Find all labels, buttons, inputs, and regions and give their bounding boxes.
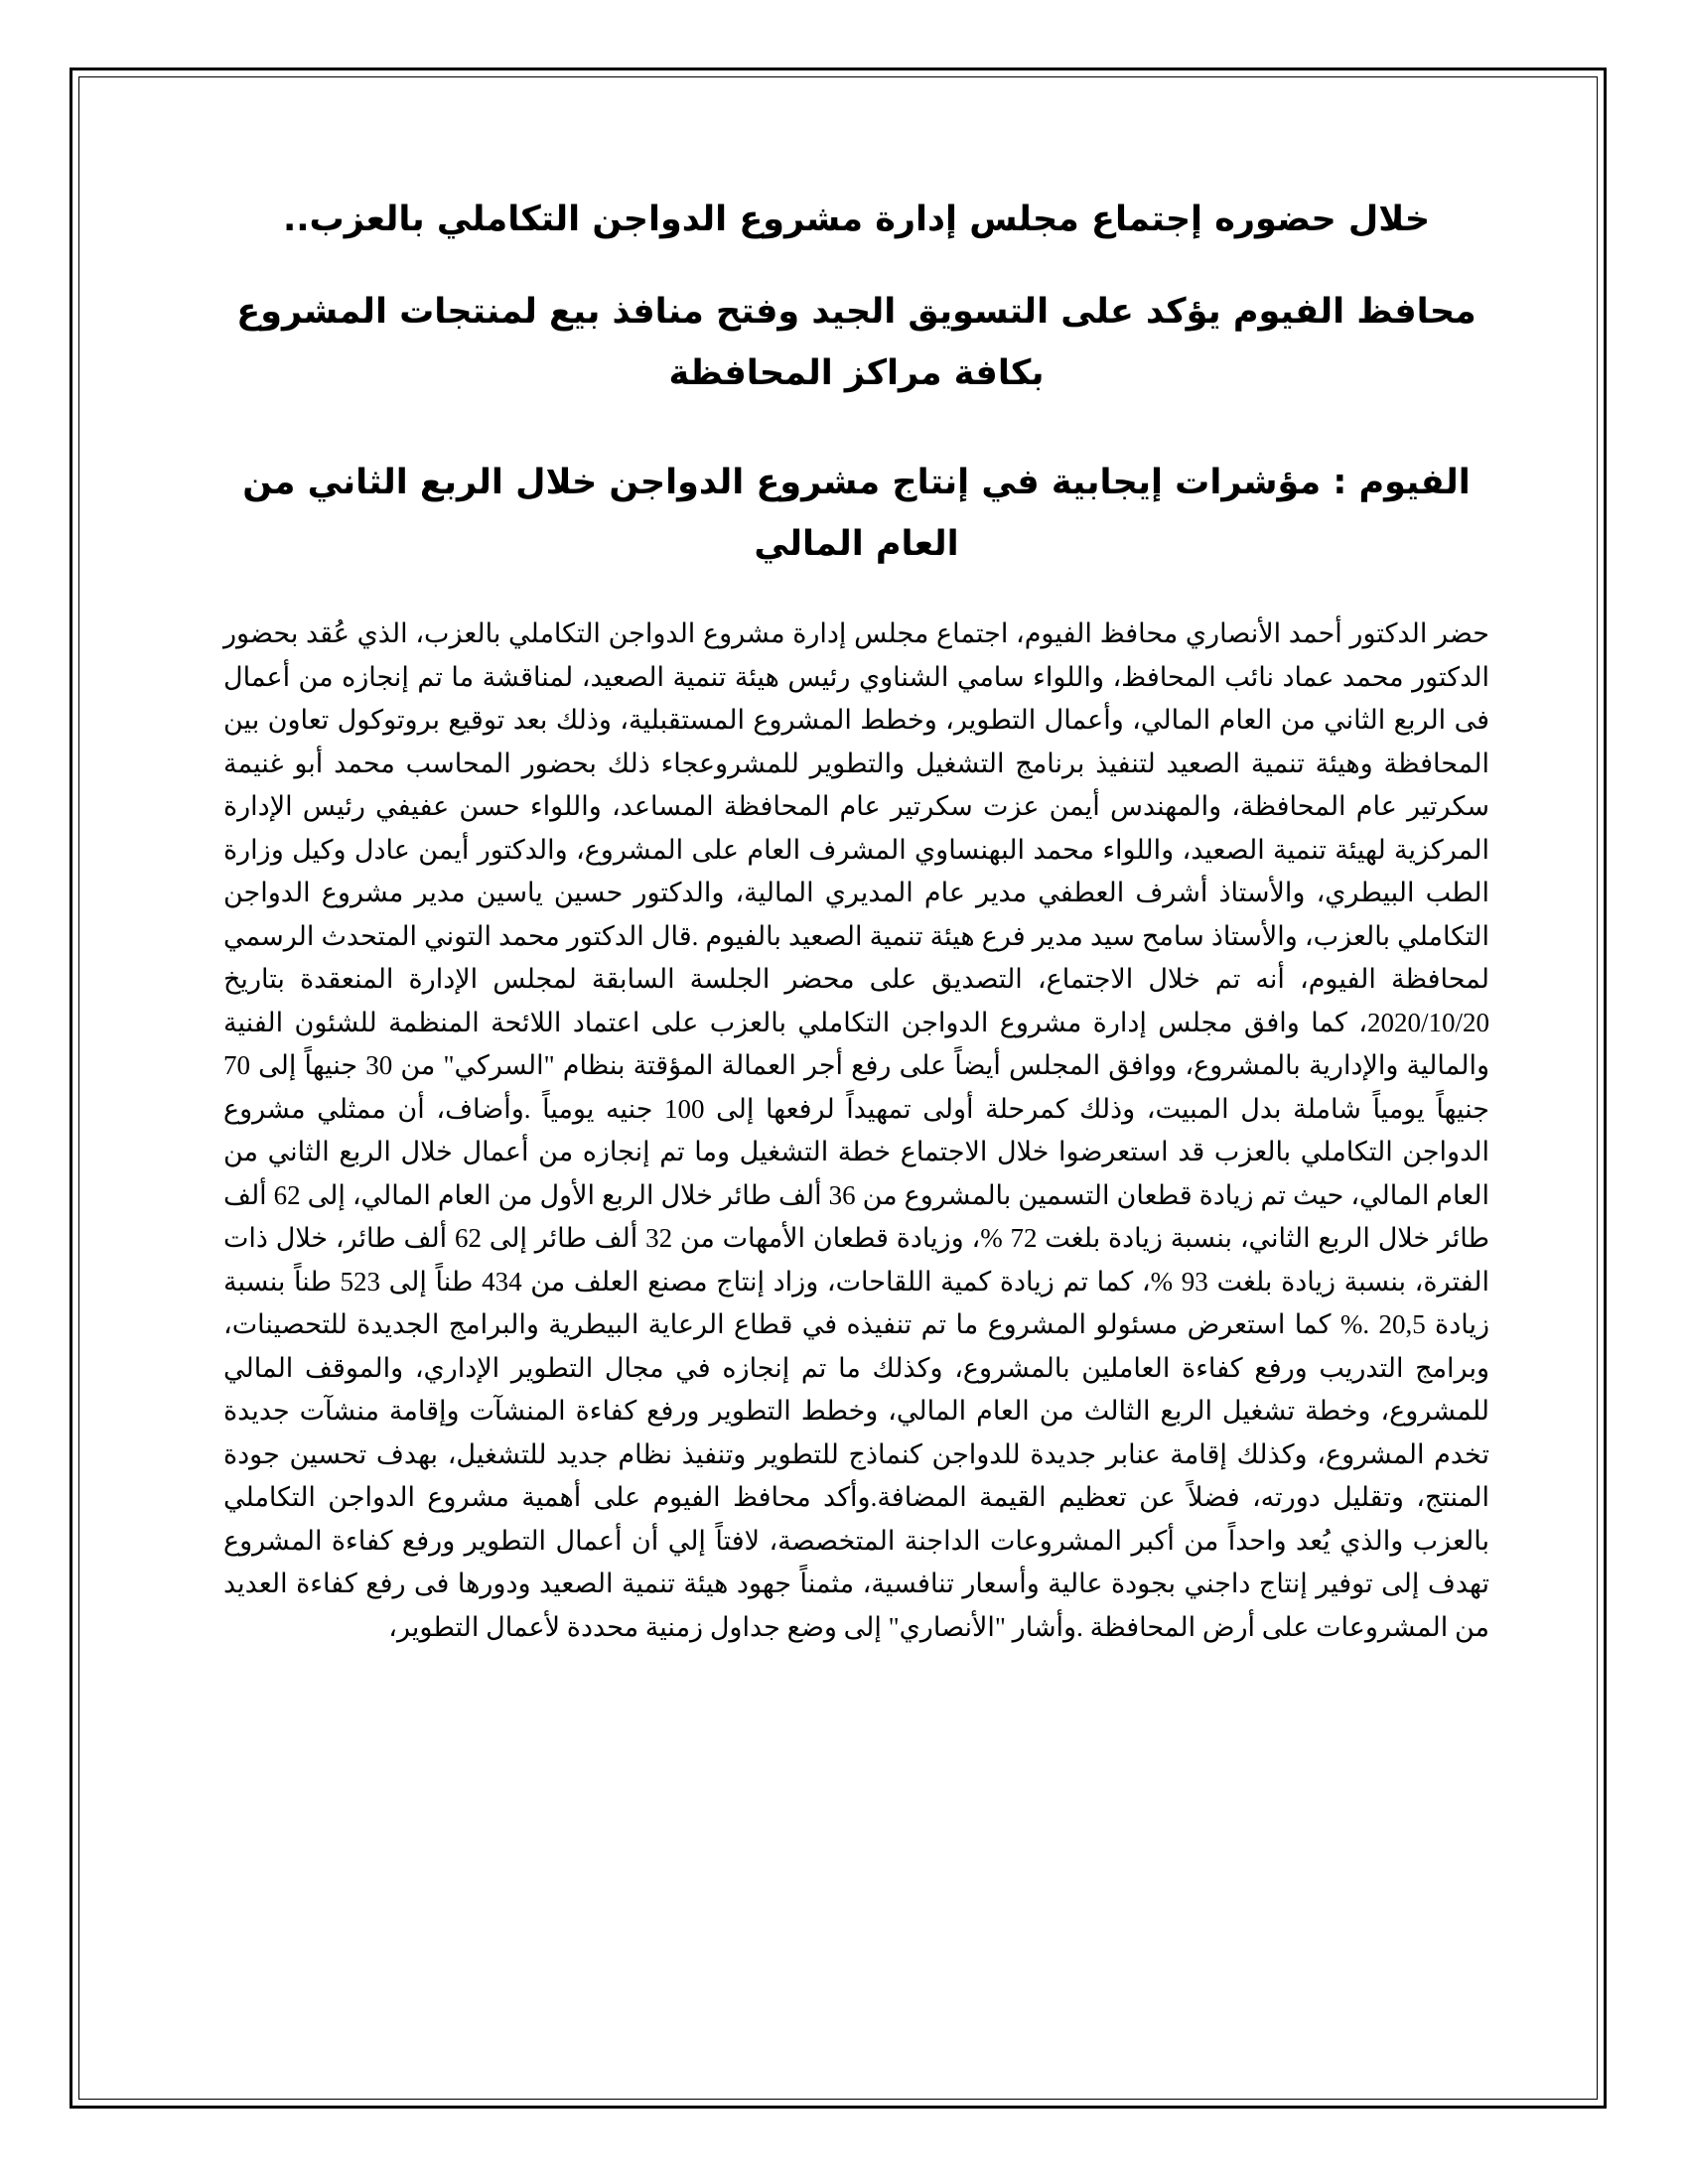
document-content	[223, 194, 1489, 1649]
headline-secondary: الفيوم : مؤشرات إيجابية في إنتاج مشروع الدواجن خلال الربع الثاني من العام المالي	[242, 463, 1471, 564]
headline-intro: خلال حضوره إجتماع مجلس إدارة مشروع الدواجن التكاملي بالعزب..	[282, 200, 1431, 239]
article-body: حضر الدكتور أحمد الأنصاري محافظ الفيوم، اجتماع مجلس إدارة مشروع الدواجن التكاملي بالعزب، الذي عُقد بحضور الدكتور محمد عماد نائب المحافظ، واللواء سامي الشناوي رئيس هيئة تنمية الصعيد، لمناقشة ما تم إنجازه من أعمال فى الربع الثاني من العام المالي، وأعمال التطوير، وخطط المشروع المستقبلية، وذلك بعد توقيع بروتوكول تعاون بين المحافظة وهيئة تنمية الصعيد لتنفيذ برنامج التشغيل والتطوير للمشروعجاء ذلك بحضور المحاسب محمد أبو غنيمة سكرتير عام المحافظة، والمهندس أيمن عزت سكرتير عام المحافظة المساعد، واللواء حسن عفيفي رئيس الإدارة المركزية لهيئة تنمية الصعيد، واللواء محمد البهنساوي المشرف العام على المشروع، والدكتور أيمن عادل وكيل وزارة الطب البيطري، والأستاذ أشرف العطفي مدير عام المديري المالية، والدكتور حسين ياسين مدير مشروع الدواجن التكاملي بالعزب، والأستاذ سامح سيد مدير فرع هيئة تنمية الصعيد بالفيوم .قال الدكتور محمد التوني المتحدث الرسمي لمحافظة الفيوم، أنه تم خلال الاجتماع، التصديق على محضر الجلسة السابقة لمجلس الإدارة المنعقدة بتاريخ 2020/10/20، كما وافق مجلس إدارة مشروع الدواجن التكاملي بالعزب على اعتماد اللائحة المنظمة للشئون الفنية والمالية والإدارية بالمشروع، ووافق المجلس أيضاً على رفع أجر العمالة المؤقتة بنظام "السركي" من 30 جنيهاً إلى 70 جنيهاً يومياً شاملة بدل المبيت، وذلك كمرحلة أولى تمهيداً لرفعها إلى 100 جنيه يومياً .وأضاف، أن ممثلي مشروع الدواجن التكاملي بالعزب قد استعرضوا خلال الاجتماع خطة التشغيل وما تم إنجازه من أعمال خلال الربع الثاني من العام المالي، حيث تم زيادة قطعان التسمين بالمشروع من 36 ألف طائر خلال الربع الأول من العام المالي، إلى 62 ألف طائر خلال الربع الثاني، بنسبة زيادة بلغت 72 %، وزيادة قطعان الأمهات من 32 ألف طائر إلى 62 ألف طائر، خلال ذات الفترة، بنسبة زيادة بلغت 93 %، كما تم زيادة كمية اللقاحات، وزاد إنتاج مصنع العلف من 434 طناً إلى 523 طناً بنسبة زيادة 20,5 .% كما استعرض مسئولو المشروع ما تم تنفيذه في قطاع الرعاية البيطرية والبرامج الجديدة للتحصينات، وبرامج التدريب ورفع كفاءة العاملين بالمشروع، وكذلك ما تم إنجازه في مجال التطوير الإداري، والموقف المالي للمشروع، وخطة تشغيل الربع الثالث من العام المالي، وخطط التطوير ورفع كفاءة المنشآت وإقامة منشآت جديدة تخدم المشروع، وكذلك إقامة عنابر جديدة للدواجن كنماذج للتطوير وتنفيذ نظام جديد للتشغيل، بهدف تحسين جودة المنتج، وتقليل دورته، فضلاً عن تعظيم القيمة المضافة.وأكد محافظ الفيوم على أهمية مشروع الدواجن التكاملي بالعزب والذي يُعد واحداً من أكبر المشروعات الداجنة المتخصصة، لافتاً إلي أن أعمال التطوير ورفع كفاءة المشروع تهدف إلى توفير إنتاج داجني بجودة عالية وأسعار تنافسية، مثمناً جهود هيئة تنمية الصعيد ودورها فى رفع كفاءة العديد من المشروعات على أرض المحافظة .وأشار "الأنصاري" إلى وضع جداول زمنية محددة لأعمال التطوير،	[223, 618, 1490, 1642]
headline-main: محافظ الفيوم يؤكد على التسويق الجيد وفتح منافذ بيع لمنتجات المشروع بكافة مراكز المحافظة	[236, 292, 1477, 393]
